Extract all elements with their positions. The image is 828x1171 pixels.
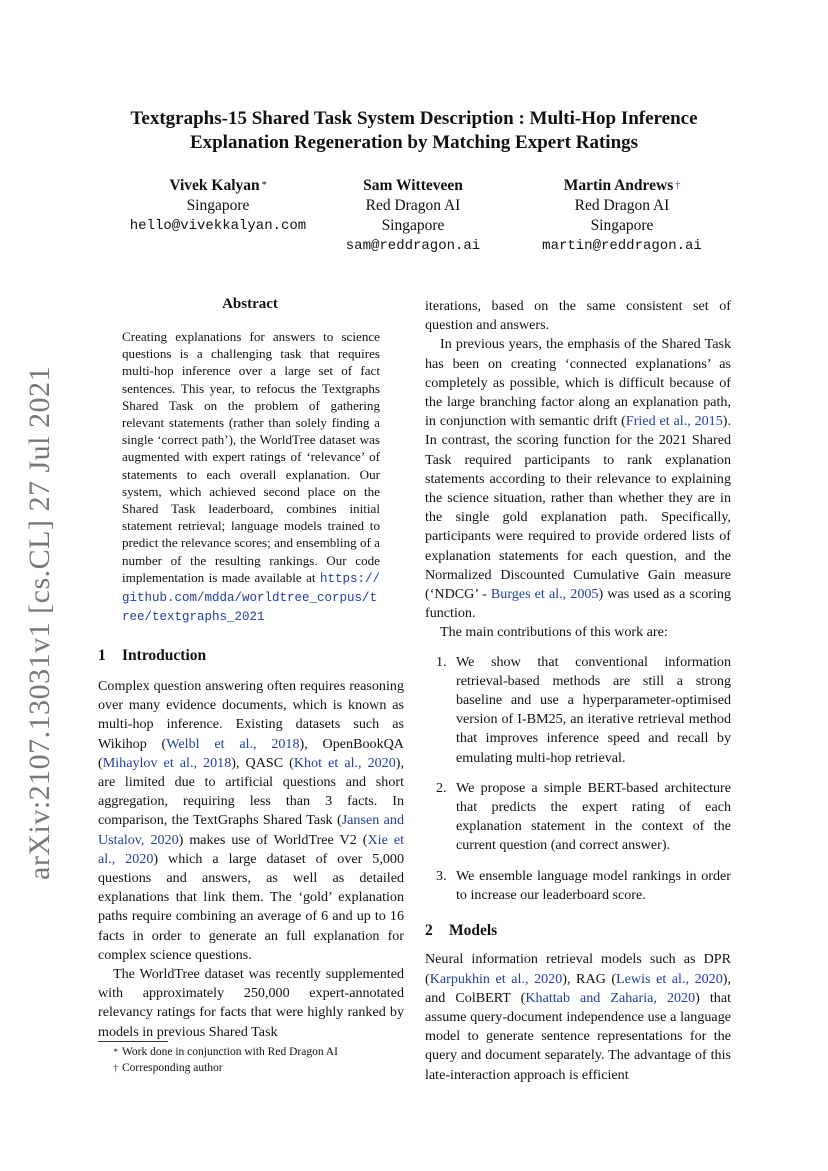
author-name: Sam Witteveen (363, 177, 463, 194)
text-span: In previous years, the emphasis of the Shared Task has been on creating ‘connected explanations’ as completely as possible, which is difficult because of the large branching factor along an explanation path, in conjunction with semantic drift ( (425, 336, 731, 430)
author-block-1 (98, 176, 338, 236)
footnote (98, 1045, 338, 1060)
footnote-text: Corresponding author (122, 1062, 223, 1074)
author-email[interactable]: hello@vivekkalyan.com (129, 218, 307, 234)
list-item (425, 779, 731, 856)
contributions-list (425, 653, 731, 905)
author-name: Vivek Kalyan (169, 177, 260, 194)
section-title: Introduction (122, 647, 207, 664)
section-number: 1 (98, 647, 106, 664)
section-title: Models (449, 922, 498, 940)
citation-link[interactable]: Burges et al., 2005 (490, 586, 599, 603)
footnote-text: Work done in conjunction with Red Dragon AI (122, 1046, 338, 1058)
footnote-rule (98, 1041, 168, 1042)
left-column-body (98, 677, 404, 1042)
author-name: Martin Andrews (563, 177, 674, 194)
paragraph (425, 335, 731, 623)
paragraph (425, 950, 731, 1084)
section-number: 2 (425, 922, 433, 940)
right-column-body (425, 297, 731, 1085)
author-symbol: † (675, 180, 681, 191)
list-item (425, 867, 731, 905)
text-span: Complex question answering often requires reasoning over many evidence documents, which is known as multi-hop inference. Existing datasets such as Wikihop ( (98, 678, 404, 752)
section-heading-models (425, 921, 731, 940)
text-span: ) that assume query-document independence use a language model to generate sentence representations for the query and document separately. The advantage of this late-interaction approach is efficient (425, 989, 732, 1083)
citation-link[interactable]: Karpukhin et al., 2020 (429, 970, 563, 987)
list-text: We propose a simple BERT-based architecture that predicts the expert rating of each explanation statement in the context of the current question (and correct answer). (456, 779, 731, 854)
citation-link[interactable]: Khot et al., 2020 (293, 754, 396, 771)
author-block-2 (318, 176, 508, 256)
text-span: ), QASC ( (231, 754, 294, 771)
text-span: ). In contrast, the scoring function for the 2021 Shared Task required participants to rank explanation statements according to their relevance to explaining the science situation, rather than whether they are in the single gold explanation path. Specifically, participants were required to provide ordered lists of explanation statements for each question, and the Normalized Discounted Cumulative Gain measure (‘NDCG’ - (425, 413, 731, 603)
paragraph: The WorldTree dataset was recently supplemented with approximately 250,000 expert-annotated relevancy ratings for facts that were highly ranked by models in previous Shared Task (98, 966, 404, 1040)
text-span: ) was used as a scoring function. (425, 586, 731, 622)
list-number: 3. (436, 867, 447, 884)
author-location: Singapore (590, 217, 654, 234)
text-span: Neural information retrieval models such as DPR ( (425, 951, 731, 987)
code-url-link[interactable]: https://github.com/mdda/worldtree_corpus/tree/textgraphs_2021 (122, 571, 380, 625)
text-span: ) makes use of WorldTree V2 ( (178, 831, 368, 848)
list-number: 2. (436, 779, 447, 796)
author-email[interactable]: martin@reddragon.ai (542, 238, 702, 254)
text-span: ), RAG ( (562, 970, 617, 987)
list-number: 1. (436, 653, 447, 670)
footnote-mark: † (113, 1063, 118, 1073)
list-text: We ensemble language model rankings in order to increase our leaderboard score. (456, 867, 731, 903)
list-item (425, 653, 731, 768)
abstract-heading: Abstract (222, 296, 278, 312)
abstract-text: Creating explanations for answers to science questions is a challenging task that requires multi-hop inference over a large set of fact sentences. This year, to refocus the Textgraphs Shared Task on the problem of gathering relevant statements (rather than solely finding a single ‘correct path’), the WorldTree dataset was augmented with expert ratings of ‘relevance’ of statements to each overall explanation. Our system, which achieved second place on the Shared Task leaderboard, combines initial statement retrieval; language models trained to predict the relevance scores; and ensembling of a number of the resulting rankings. Our code implementation is made available at (122, 329, 380, 585)
paragraph: The main contributions of this work are: (440, 624, 668, 641)
author-block-3 (516, 176, 728, 256)
section-heading-introduction (98, 647, 206, 665)
footnote-mark: * (113, 1047, 118, 1057)
author-email[interactable]: sam@reddragon.ai (345, 238, 481, 254)
citation-link[interactable]: Khattab and Zaharia, 2020 (525, 989, 696, 1006)
author-symbol: * (261, 180, 267, 191)
list-text: We show that conventional information retrieval-based methods are still a strong baseline and use a hyperparameter-optimised version of I-BM25, an iterative retrieval method that improves inference speed and recall by emulating multi-hop retrieval. (456, 653, 731, 766)
text-span: ), and ColBERT ( (425, 970, 731, 1006)
citation-link[interactable]: Lewis et al., 2020 (616, 970, 723, 987)
abstract-body (122, 328, 380, 626)
text-span: ), OpenBookQA ( (98, 735, 404, 771)
text-span: ) which a large dataset of over 5,000 questions and answers, as well as detailed explanations that link them. The ‘gold’ explanation paths require combining an average of 6 and up to 16 facts in order to generate an full explanation for complex science questions. (98, 850, 405, 963)
author-affiliation: Red Dragon AI (365, 197, 461, 214)
citation-link[interactable]: Fried et al., 2015 (625, 413, 723, 430)
paragraph: iterations, based on the same consistent set of question and answers. (425, 298, 731, 334)
title-line-1: Textgraphs-15 Shared Task System Description : Multi-Hop Inference (130, 108, 698, 129)
paragraph (98, 677, 404, 965)
citation-link[interactable]: Mihaylov et al., 2018 (102, 754, 232, 771)
citation-link[interactable]: Jansen and Ustalov, 2020 (98, 812, 404, 848)
footnote (98, 1061, 223, 1076)
citation-link[interactable]: Xie et al., 2020 (98, 831, 404, 867)
arxiv-stamp (20, 366, 60, 880)
title-line-2: Explanation Regeneration by Matching Expert Ratings (189, 132, 639, 153)
author-affiliation: Red Dragon AI (574, 197, 670, 214)
arxiv-stamp-text: arXiv:2107.13031v1 [cs.CL] 27 Jul 2021 (23, 366, 56, 880)
author-location: Singapore (381, 217, 445, 234)
text-span: ), are limited due to artificial questions and short aggregation, requiring less than 3 facts. In comparison, the TextGraphs Shared Task ( (98, 754, 404, 829)
author-affiliation: Singapore (186, 197, 250, 214)
paper-title (90, 107, 738, 155)
citation-link[interactable]: Welbl et al., 2018 (166, 735, 300, 752)
